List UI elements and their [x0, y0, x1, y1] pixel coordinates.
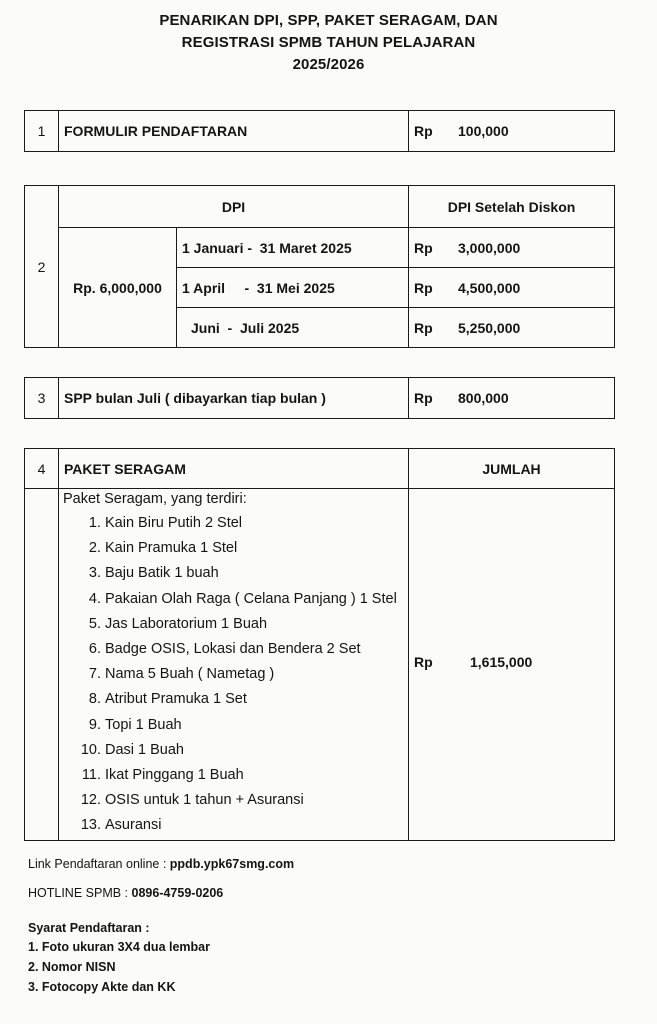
currency-label: Rp — [414, 239, 433, 256]
section-3-table — [24, 377, 615, 419]
dpi-discount-header: DPI Setelah Diskon — [409, 186, 615, 228]
section-1-number: 1 — [25, 111, 59, 152]
currency-label: Rp — [414, 653, 433, 670]
package-item: 13. Asuransi — [105, 813, 408, 838]
section-1-amount-cell — [409, 111, 615, 152]
section-4-label: PAKET SERAGAM — [59, 449, 409, 489]
title-line-2: REGISTRASI SPMB TAHUN PELAJARAN — [181, 34, 476, 51]
section-3-amount-cell — [409, 378, 615, 419]
dpi-period: 1 Januari - 31 Maret 2025 — [177, 228, 409, 268]
amount-value: 4,500,000 — [458, 279, 521, 296]
hotline-line — [28, 885, 223, 901]
amount-value: 3,000,000 — [458, 239, 521, 256]
dpi-discount-amount — [409, 268, 615, 308]
package-item: 6. Badge OSIS, Lokasi dan Bendera 2 Set — [105, 637, 408, 662]
dpi-header: DPI — [59, 186, 409, 228]
currency-label: Rp — [414, 279, 433, 296]
hotline-label: HOTLINE SPMB : — [28, 886, 132, 900]
registration-link-line — [28, 856, 294, 872]
package-item: 8. Atribut Pramuka 1 Set — [105, 687, 408, 712]
section-1-table — [24, 110, 615, 152]
uniform-package-list-cell — [59, 489, 409, 841]
title-line-3: 2025/2026 — [292, 56, 365, 73]
package-item: 3. Baju Batik 1 buah — [105, 561, 408, 586]
section-4-table — [24, 448, 615, 841]
currency-label: Rp — [414, 123, 433, 139]
section-2-number: 2 — [25, 186, 59, 348]
package-item: 10. Dasi 1 Buah — [105, 738, 408, 763]
package-item: 7. Nama 5 Buah ( Nametag ) — [105, 662, 408, 687]
amount-value: 1,615,000 — [470, 653, 533, 670]
package-amount-cell — [409, 489, 615, 841]
requirements-title: Syarat Pendaftaran : — [28, 921, 150, 935]
requirement-item: 3. Fotocopy Akte dan KK — [28, 980, 176, 994]
package-item: 9. Topi 1 Buah — [105, 713, 408, 738]
package-item: 4. Pakaian Olah Raga ( Celana Panjang ) 1 Stel — [105, 587, 408, 612]
registration-link[interactable]: ppdb.ypk67smg.com — [169, 857, 295, 871]
package-item: 11. Ikat Pinggang 1 Buah — [105, 763, 408, 788]
jumlah-header: JUMLAH — [409, 449, 615, 489]
currency-label: Rp — [414, 390, 433, 406]
registration-link-label: Link Pendaftaran online : — [28, 857, 170, 871]
package-item: 12. OSIS untuk 1 tahun + Asuransi — [105, 788, 408, 813]
hotline-number: 0896-4759-0206 — [131, 886, 224, 900]
currency-label: Rp — [414, 319, 433, 336]
amount-value: 800,000 — [458, 390, 509, 406]
dpi-period: Juni - Juli 2025 — [177, 308, 409, 348]
package-item: 5. Jas Laboratorium 1 Buah — [105, 612, 408, 637]
section-2-table — [24, 185, 615, 348]
document-title — [0, 10, 657, 76]
package-item: 2. Kain Pramuka 1 Stel — [105, 536, 408, 561]
section-4-blank-cell — [25, 489, 59, 841]
amount-value: 5,250,000 — [458, 319, 521, 336]
section-1-label: FORMULIR PENDAFTARAN — [59, 111, 409, 152]
title-line-1: PENARIKAN DPI, SPP, PAKET SERAGAM, DAN — [159, 12, 498, 29]
package-item-list — [59, 511, 408, 839]
package-intro: Paket Seragam, yang terdiri: — [63, 491, 247, 507]
amount-value: 100,000 — [458, 123, 509, 139]
dpi-discount-amount — [409, 308, 615, 348]
package-item: 1. Kain Biru Putih 2 Stel — [105, 511, 408, 536]
requirement-item: 1. Foto ukuran 3X4 dua lembar — [28, 940, 210, 954]
dpi-period: 1 April - 31 Mei 2025 — [177, 268, 409, 308]
section-3-number: 3 — [25, 378, 59, 419]
dpi-base-amount: Rp. 6,000,000 — [59, 228, 177, 348]
requirement-item: 2. Nomor NISN — [28, 960, 116, 974]
section-3-label: SPP bulan Juli ( dibayarkan tiap bulan ) — [59, 378, 409, 419]
dpi-discount-amount — [409, 228, 615, 268]
section-4-number: 4 — [25, 449, 59, 489]
